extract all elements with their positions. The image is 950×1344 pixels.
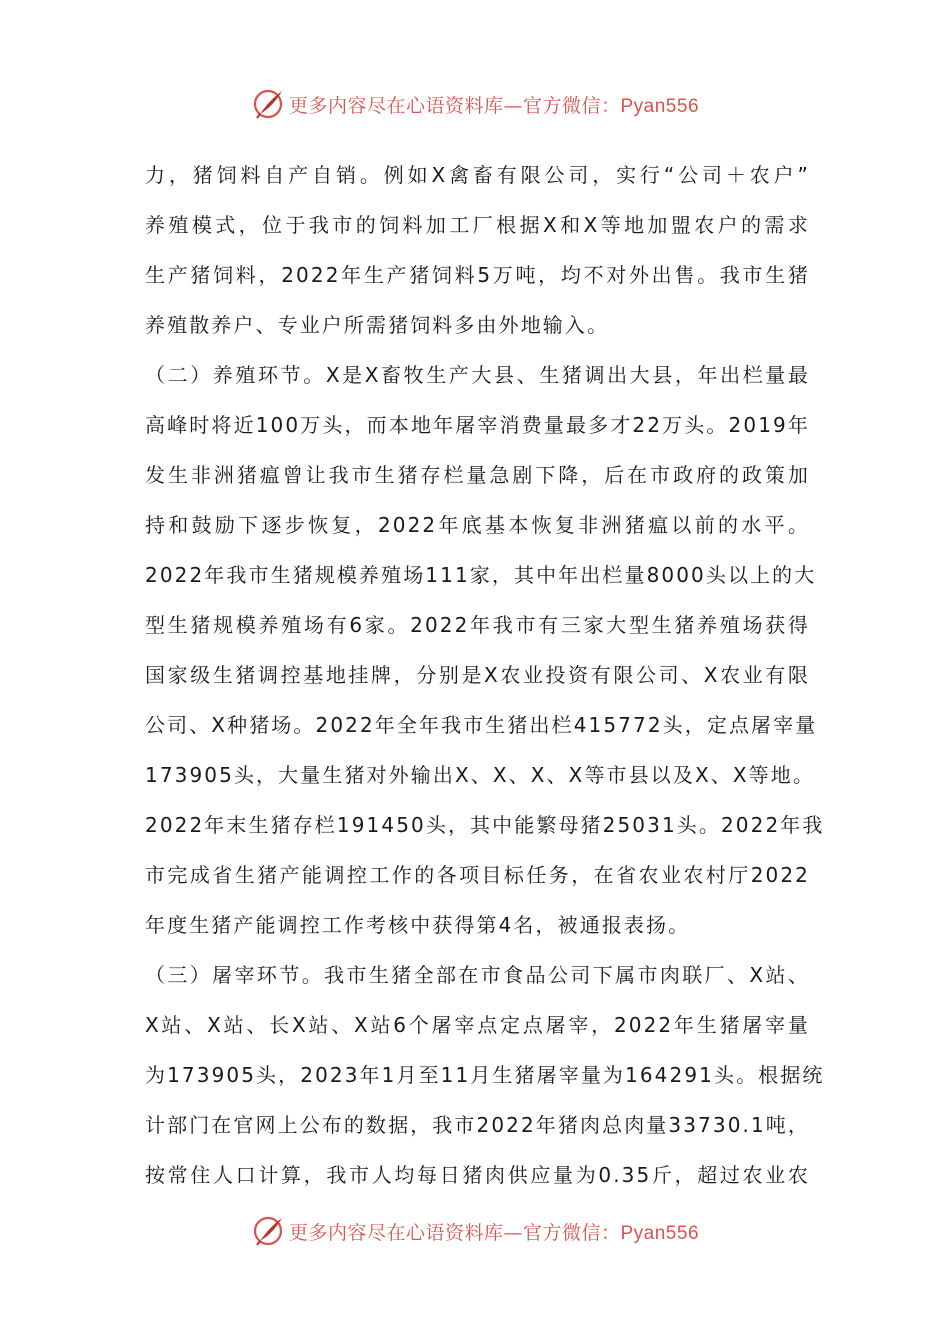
header-watermark [0, 84, 950, 124]
text-line: 市完成省生猪产能调控工作的各项目标任务，在省农业农村厅2022 [145, 863, 810, 887]
text-line: 2022年我市生猪规模养殖场111家，其中年出栏量8000头以上的大 [145, 563, 817, 587]
text-line: 生产猪饲料，2022年生产猪饲料5万吨，均不对外出售。我市生猪 [145, 263, 810, 287]
document-body [145, 150, 825, 1200]
text-line: 国家级生猪调控基地挂牌，分别是X农业投资有限公司、X农业有限 [145, 663, 810, 687]
text-line: 按常住人口计算，我市人均每日猪肉供应量为0.35斤，超过农业农 [145, 1163, 810, 1187]
text-line: 养殖散养户、专业户所需猪饲料多由外地输入。 [145, 313, 610, 337]
text-line: 高峰时将近100万头，而本地年屠宰消费量最多才22万头。2019年 [145, 413, 810, 437]
text-line: 公司、X种猪场。2022年全年我市生猪出栏415772头，定点屠宰量 [145, 713, 818, 737]
text-line: （二）养殖环节。X是X畜牧生产大县、生猪调出大县，年出栏量最 [145, 363, 810, 387]
text-line: 持和鼓励下逐步恢复，2022年底基本恢复非洲猪瘟以前的水平。 [145, 513, 810, 537]
text-line: 173905头，大量生猪对外输出X、X、X、X等市县以及X、X等地。 [145, 763, 815, 787]
footer-watermark [0, 1211, 950, 1251]
text-line: 2022年末生猪存栏191450头，其中能繁母猪25031头。2022年我 [145, 813, 825, 837]
watermark-text: 更多内容尽在心语资料库—官方微信：Pyan556 [288, 1221, 700, 1244]
text-line: 发生非洲猪瘟曾让我市生猪存栏量急剧下降，后在市政府的政策加 [145, 463, 810, 487]
text-line: （三）屠宰环节。我市生猪全部在市食品公司下属市肉联厂、X站、 [145, 963, 810, 987]
text-line: 养殖模式，位于我市的饲料加工厂根据X和X等地加盟农户的需求 [145, 213, 810, 237]
text-line: 计部门在官网上公布的数据，我市2022年猪肉总肉量33730.1吨， [145, 1113, 811, 1137]
watermark-text: 更多内容尽在心语资料库—官方微信：Pyan556 [288, 94, 700, 117]
text-line: 力，猪饲料自产自销。例如X禽畜有限公司，实行“公司＋农户” [145, 163, 810, 187]
text-line: 型生猪规模养殖场有6家。2022年我市有三家大型生猪养殖场获得 [145, 613, 810, 637]
text-line: X站、X站、长X站、X站6个屠宰点定点屠宰，2022年生猪屠宰量 [145, 1013, 810, 1037]
text-line: 年度生猪产能调控工作考核中获得第4名，被通报表扬。 [145, 913, 691, 937]
text-line: 为173905头，2023年1月至11月生猪屠宰量为164291头。根据统 [145, 1063, 825, 1087]
quill-logo-icon [251, 1214, 285, 1248]
quill-logo-icon [251, 87, 285, 121]
